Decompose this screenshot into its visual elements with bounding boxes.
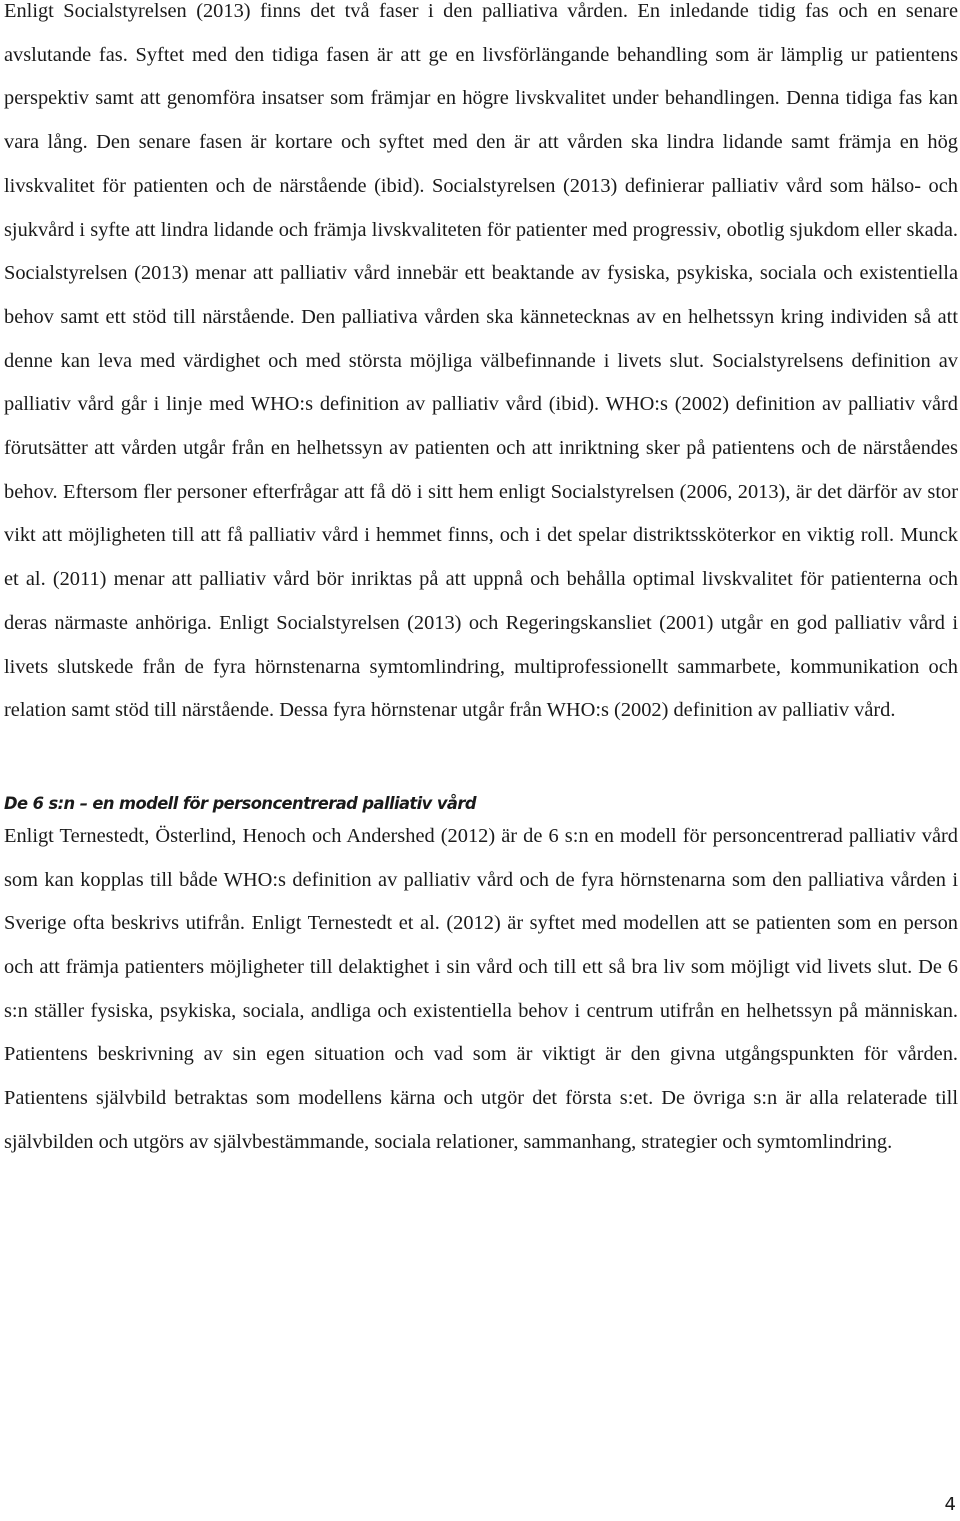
body-paragraph-6sn-model: Enligt Ternestedt, Österlind, Henoch och Andershed (2012) är de 6 s:n en modell för personcentrerad palliativ vård som kan kopplas till både WHO:s definition av palliativ vård och de fyra hörnstenarna som den palliativa vården i Sverige ofta beskrivs utifrån. Enligt Ternestedt et al. (2012) är syftet med modellen att se patienten som en person och att främja patienters möjligheter till delaktighet i sin vård och till ett så bra liv som möjligt vid livets slut. De 6 s:n ställer fysiska, psykiska, sociala, andliga och existentiella behov i centrum utifrån en helhetssyn på människan. Patientens beskrivning av sin egen situation och vad som är viktigt är den givna utgångspunkten för vården. Patientens självbild betraktas som modellens kärna och utgör det första s:et. De övriga s:n är alla relaterade till självbilden och utgörs av självbestämmande, sociala relationer, sammanhang, strategier och symtomlindring. [4,824,958,1153]
section-heading-wrapper [4,793,958,815]
document-page [4,0,958,1165]
body-paragraph-palliative-phases: Enligt Socialstyrelsen (2013) finns det två faser i den palliativa vården. En inledande tidig fas och en senare avslutande fas. Syftet med den tidiga fasen är att ge en livsförlängande behandling som är lämplig ur patientens perspektiv samt att genomföra insatser som främjar en högre livskvalitet under behandlingen. Denna tidiga fas kan vara lång. Den senare fasen är kortare och syftet med den är att vården ska lindra lidande samt främja en hög livskvalitet för patienten och de närstående (ibid). Socialstyrelsen (2013) definierar palliativ vård som hälso- och sjukvård i syfte att lindra lidande och främja livskvaliteten för patienter med progressiv, obotlig sjukdom eller skada. Socialstyrelsen (2013) menar att palliativ vård innebär ett beaktande av fysiska, psykiska, sociala och existentiella behov samt ett stöd till närstående. Den palliativa vården ska kännetecknas av en helhetssyn kring individen så att denne kan leva med värdighet och med största möjliga välbefinnande i livets slut. Socialstyrelsens definition av palliativ vård går i linje med WHO:s definition av palliativ vård (ibid). WHO:s (2002) definition av palliativ vård förutsätter att vården utgår från en helhetssyn av patienten och att inriktning sker på patientens och de närståendes behov. Eftersom fler personer efterfrågar att få dö i sitt hem enligt Socialstyrelsen (2006, 2013), är det därför av stor vikt att möjligheten till att få palliativ vård i hemmet finns, och i det spelar distriktssköterkor en viktig roll. Munck et al. (2011) menar att palliativ vård bör inriktas på att uppnå och behålla optimal livskvalitet för patienterna och deras närmaste anhöriga. Enligt Socialstyrelsen (2013) och Regeringskansliet (2001) utgår en god palliativ vård i livets slutskede från de fyra hörnstenarna symtomlindring, multiprofessionellt sammarbete, kommunikation och relation samt stöd till närstående. Dessa fyra hörnstenar utgår från WHO:s (2002) definition av palliativ vård. [4,0,958,722]
page-number: 4 [944,1494,956,1515]
section-heading: De 6 s:n – en modell för personcentrerad palliativ vård [4,793,476,814]
